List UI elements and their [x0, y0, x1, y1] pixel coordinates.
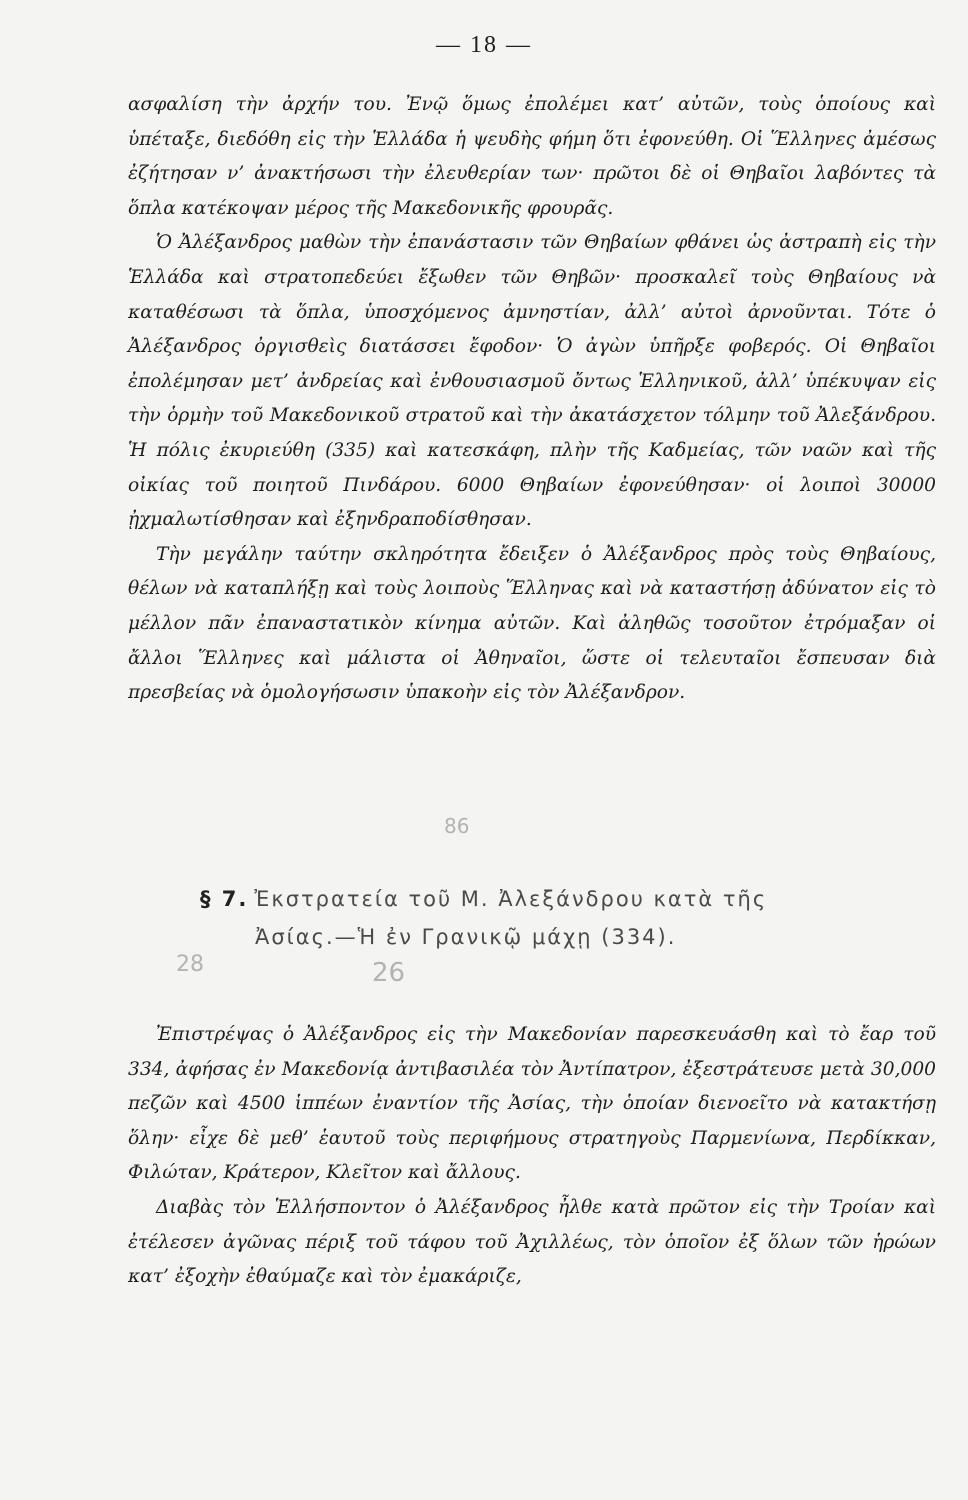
section-title-line1: Ἐκστρατεία τοῦ Μ. Ἀλεξάνδρου κατὰ τῆς — [254, 887, 768, 911]
pencil-mark: 86 — [444, 814, 470, 838]
pencil-mark: 28 — [176, 952, 204, 977]
paragraph: Διαβὰς τὸν Ἑλλήσποντον ὁ Ἀλέξανδρος ἦλθε κατὰ πρῶτον εἰς τὴν Τροίαν καὶ ἐτέλεσεν ἀγῶνας πέριξ τοῦ τάφου τοῦ Ἀχιλλέως, τὸν ὁποῖον ἐξ ὅλων τῶν ἡρώων κατ’ ἐξοχὴν ἐθαύμαζε καὶ τὸν ἐμακάριζε, — [128, 1196, 936, 1288]
paragraph: Ὁ Ἀλέξανδρος μαθὼν τὴν ἐπανάστασιν τῶν Θηβαίων φθάνει ὡς ἀστραπὴ εἰς τὴν Ἑλλάδα καὶ στρατοπεδεύει ἔξωθεν τῶν Θηβῶν· προσκαλεῖ τοὺς Θηβαίους νὰ καταθέσωσι τὰ ὅπλα, ὑποσχόμενος ἀμνηστίαν, ἀλλ’ αὐτοὶ ἀρνοῦνται. Τότε ὁ Ἀλέξανδρος ὀργισθεὶς διατάσσει ἔφοδον· Ὁ ἀγὼν ὑπῆρξε φοβερός. Οἱ Θηβαῖοι ἐπολέμησαν μετ’ ἀνδρείας καὶ ἐνθουσιασμοῦ ὄντως Ἑλληνικοῦ, ἀλλ’ ὑπέκυψαν εἰς τὴν ὁρμὴν τοῦ Μακεδονικοῦ στρατοῦ καὶ τὴν ἀκατάσχετον τόλμην τοῦ Ἀλεξάνδρου. Ἡ πόλις ἐκυριεύθη (335) καὶ κατεσκάφη, πλὴν τῆς Καδμείας, τῶν ναῶν καὶ τῆς οἰκίας τοῦ ποιητοῦ Πινδάρου. 6000 Θηβαίων ἐφονεύθησαν· οἱ λοιποὶ 30000 ᾐχμαλωτίσθησαν καὶ ἐξηνδραποδίσθησαν. — [128, 232, 936, 531]
section-symbol: § 7. — [200, 887, 249, 911]
pencil-mark: 26 — [372, 958, 406, 988]
section-heading — [200, 880, 900, 956]
paragraph: Τὴν μεγάλην ταύτην σκληρότητα ἔδειξεν ὁ Ἀλέξανδρος πρὸς τοὺς Θηβαίους, θέλων νὰ καταπλήξῃ καὶ τοὺς λοιποὺς Ἕλληνας καὶ νὰ καταστήσῃ ἀδύνατον εἰς τὸ μέλλον πᾶν ἐπαναστατικὸν κίνημα αὐτῶν. Καὶ ἀληθῶς τοσοῦτον ἐτρόμαξαν οἱ ἄλλοι Ἕλληνες καὶ μάλιστα οἱ Ἀθηναῖοι, ὥστε οἱ τελευταῖοι ἔσπευσαν διὰ πρεσβείας νὰ ὁμολογήσωσιν ὑπακοὴν εἰς τὸν Ἀλέξανδρον. — [128, 543, 936, 704]
main-text-top — [128, 88, 936, 711]
main-text-bottom — [128, 1018, 936, 1295]
paragraph: ασφαλίση τὴν ἀρχήν του. Ἐνῷ ὅμως ἐπολέμει κατ’ αὐτῶν, τοὺς ὁποίους καὶ ὑπέταξε, διεδόθη εἰς τὴν Ἑλλάδα ἡ ψευδὴς φήμη ὅτι ἐφονεύθη. Οἱ Ἕλληνες ἀμέσως ἐζήτησαν ν’ ἀνακτήσωσι τὴν ἐλευθερίαν των· πρῶτοι δὲ οἱ Θηβαῖοι λαβόντες τὰ ὅπλα κατέκοψαν μέρος τῆς Μακεδονικῆς φρουρᾶς. — [128, 94, 936, 219]
page-number: — 18 — — [436, 32, 532, 58]
section-title-line2: Ἀσίας.—Ἡ ἐν Γρανικῷ μάχῃ (334). — [255, 925, 677, 949]
paragraph: Ἐπιστρέψας ὁ Ἀλέξανδρος εἰς τὴν Μακεδονίαν παρεσκευάσθη καὶ τὸ ἔαρ τοῦ 334, ἀφήσας ἐν Μακεδονίᾳ ἀντιβασιλέα τὸν Ἀντίπατρον, ἐξεστράτευσε μετὰ 30,000 πεζῶν καὶ 4500 ἱππέων ἐναντίον τῆς Ἀσίας, τὴν ὁποίαν διενοεῖτο νὰ κατακτήσῃ ὅλην· εἶχε δὲ μεθ’ ἑαυτοῦ τοὺς περιφήμους στρατηγοὺς Παρμενίωνα, Περδίκκαν, Φιλώταν, Κράτερον, Κλεῖτον καὶ ἄλλους. — [128, 1024, 936, 1184]
